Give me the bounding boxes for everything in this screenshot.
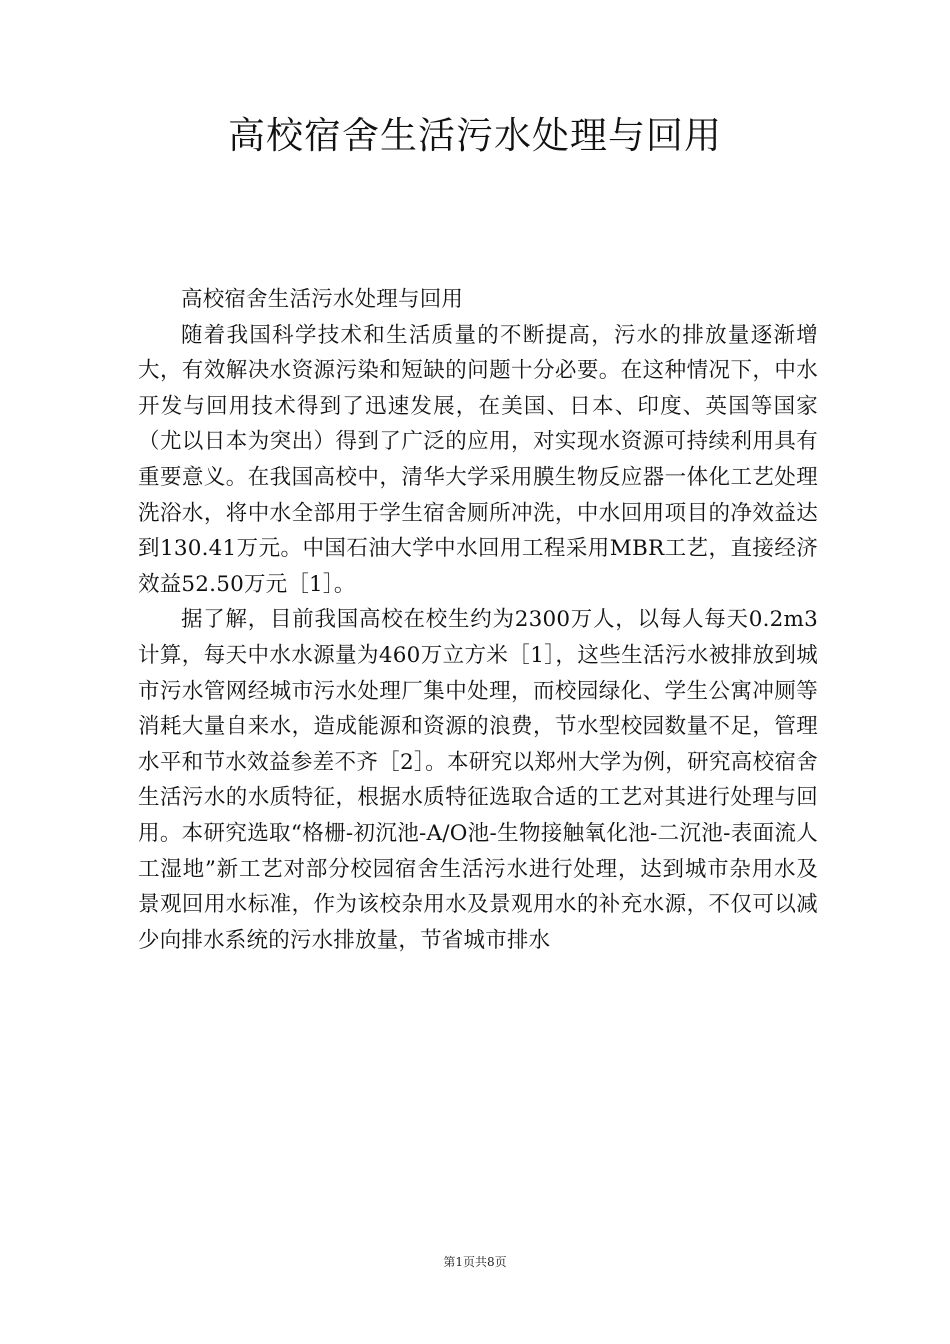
page-number-footer: 第1页共8页 xyxy=(443,1255,507,1269)
document-title: 高校宿舍生活污水处理与回用 xyxy=(228,114,722,157)
body-paragraph-subtitle: 高校宿舍生活污水处理与回用 xyxy=(181,287,464,312)
document-body xyxy=(138,282,818,958)
body-paragraph: 随着我国科学技术和生活质量的不断提高，污水的排放量逐渐增大，有效解决水资源污染和短缺的问题十分必要。在这种情况下，中水开发与回用技术得到了迅速发展，在美国、日本、印度、英国等国家（尤以日本为突出）得到了广泛的应用，对实现水资源可持续利用具有重要意义。在我国高校中，清华大学采用膜生物反应器一体化工艺处理洗浴水，将中水全部用于学生宿舍厕所冲洗，中水回用项目的净效益达到130.41万元。中国石油大学中水回用工程采用MBR工艺，直接经济效益52.50万元［1］。 xyxy=(138,322,818,597)
body-paragraph: 据了解，目前我国高校在校生约为2300万人，以每人每天0.2m3计算，每天中水水源量为460万立方米［1］，这些生活污水被排放到城市污水管网经城市污水处理厂集中处理，而校园绿化、学生公寓冲厕等消耗大量自来水，造成能源和资源的浪费，节水型校园数量不足，管理水平和节水效益参差不齐［2］。本研究以郑州大学为例，研究高校宿舍生活污水的水质特征，根据水质特征选取合适的工艺对其进行处理与回用。本研究选取“格栅-初沉池-A/O池-生物接触氧化池-二沉池-表面流人工湿地”新工艺对部分校园宿舍生活污水进行处理，达到城市杂用水及景观回用水标准，作为该校杂用水及景观用水的补充水源，不仅可以减少向排水系统的污水排放量，节省城市排水 xyxy=(138,607,818,953)
